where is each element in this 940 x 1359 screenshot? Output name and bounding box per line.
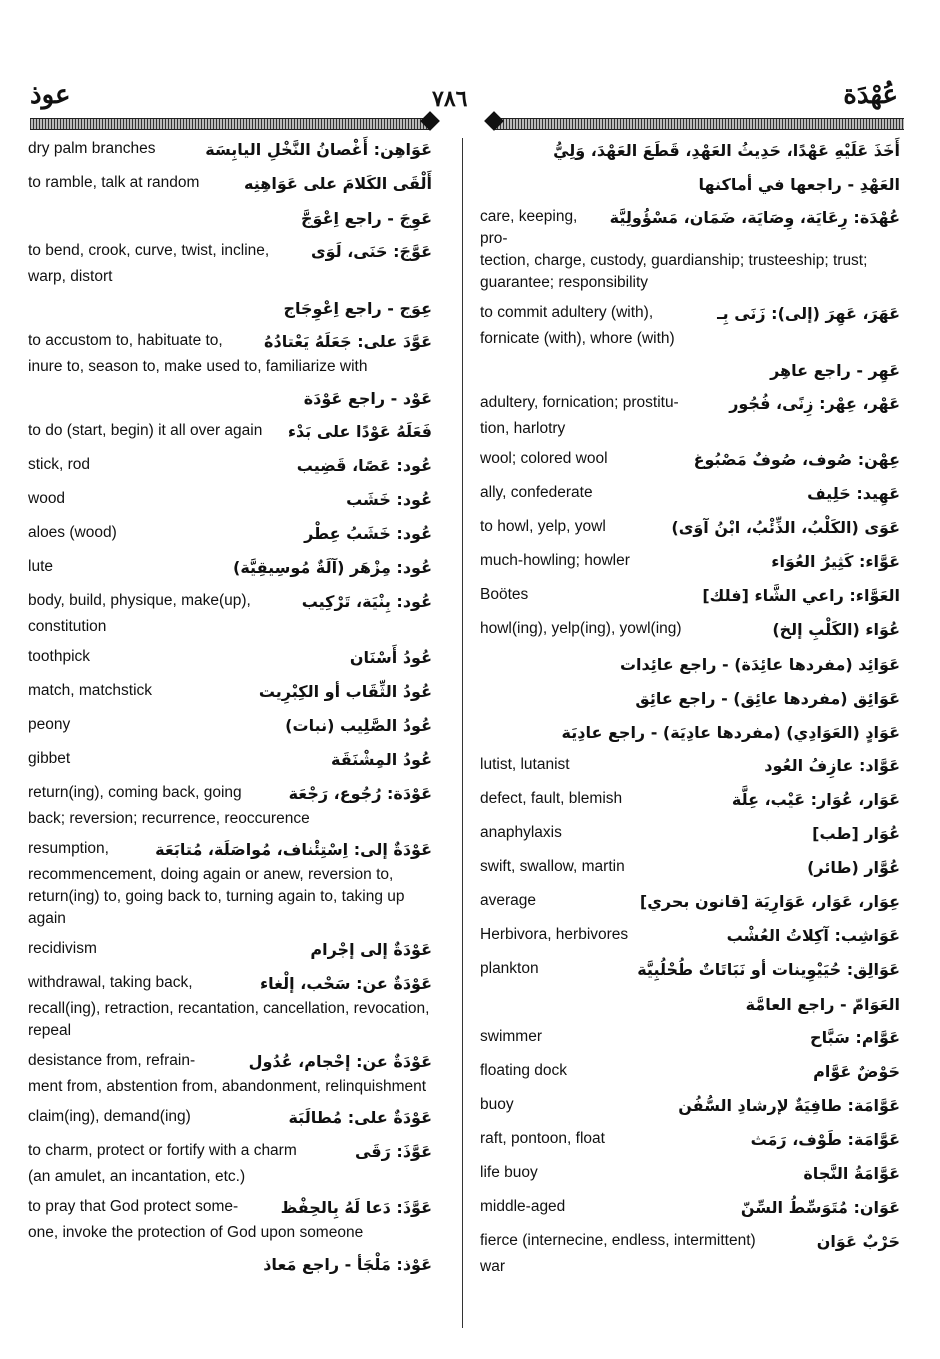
page-number: ٧٨٦: [432, 86, 468, 112]
entry-headword: عُودُ المِشْنَقَة: [331, 750, 432, 769]
entry-definition: claim(ing), demand(ing): [28, 1108, 191, 1125]
entry-headword: عَوَار، عُوَار: عَيْب، عِلَّة: [731, 790, 900, 809]
entry-definition: much-howling; howler: [480, 552, 630, 569]
entry-definition: to accustom to, habituate to,: [28, 332, 223, 349]
entry-headword: عَوَّجَ: حَنَى، لَوَى: [310, 242, 432, 261]
entry-headword: عَوْدَةٌ عن: سَحْب، إلْغاء: [259, 974, 432, 993]
dictionary-entry: [480, 550, 900, 576]
entry-definition-continued: tection, charge, custody, guardianship; trusteeship; trust; guarantee; responsibility: [480, 252, 868, 291]
entry-headword: عَوَاشِب: آكِلاتُ العُشْب: [726, 926, 900, 945]
header-rule-left: [30, 118, 430, 130]
entry-headword: عَهَرَ، عَهِرَ (إلى): زَنَى بِـ: [717, 304, 900, 323]
entry-headword: عُود: مِزْهَر (آلَةٌ مُوسِيقِيَّة): [233, 558, 432, 577]
dictionary-entry: [480, 1026, 900, 1052]
entry-headword: عَوَائِد (مفردها عائِدَة) - راجع عائِدات: [619, 655, 900, 674]
dictionary-entry: [28, 420, 432, 446]
entry-definition: desistance from, refrain-: [28, 1052, 196, 1069]
dictionary-entry: [28, 590, 432, 638]
dictionary-entry: [480, 1162, 900, 1188]
entry-definition-continued: tion, harlotry: [480, 420, 566, 437]
dictionary-entry: [28, 1196, 432, 1244]
entry-headword: فَعَلَهُ عَوْدًا على بَدْء: [287, 422, 432, 441]
entry-headword: العَهْدِ - راجعها في أماكنها: [698, 175, 900, 194]
dictionary-entry: [480, 856, 900, 882]
entry-headword: عَوَّذَ: دَعا لَهُ بِالحِفْظ: [280, 1198, 432, 1217]
entry-headword: عَوْدَةٌ إلى: اِسْتِئْناف، مُواصَلَة، مُتابَعَة: [155, 840, 432, 859]
entry-headword: عَوِجَ - راجع اِعْوَجَّ: [301, 209, 432, 228]
dictionary-entry: [480, 302, 900, 350]
entry-definition: return(ing), coming back, going: [28, 784, 242, 801]
entry-definition: peony: [28, 716, 71, 733]
dictionary-entry: [480, 992, 900, 1018]
dictionary-entry: [480, 392, 900, 440]
dictionary-entry: [28, 1140, 432, 1188]
dictionary-entry: [480, 358, 900, 384]
entry-headword: عَوَادٍ (العَوَادِي) (مفردها عادِيَة) - راجع عادِيَة: [561, 723, 900, 742]
dictionary-entry: [480, 516, 900, 542]
dictionary-entry: [480, 822, 900, 848]
dictionary-entry: [480, 686, 900, 712]
entry-definition: dry palm branches: [28, 140, 156, 157]
dictionary-entry: [28, 522, 432, 548]
dictionary-entry: [480, 924, 900, 950]
entry-definition: Boötes: [480, 586, 529, 603]
dictionary-entry: [480, 652, 900, 678]
entry-headword: عَوْدَة: رُجُوع، رَجْعَة: [288, 784, 432, 803]
entry-headword: عَوَّامَةُ النَّجاة: [803, 1164, 900, 1183]
entry-definition: wool; colored wool: [480, 450, 608, 467]
left-column: [28, 138, 432, 1286]
entry-headword: عُودُ أَسْنَان: [349, 648, 432, 667]
entry-definition: ally, confederate: [480, 484, 593, 501]
entry-headword: حَوْضٌ عَوَّام: [813, 1062, 900, 1081]
header-left-word: عوذ: [30, 80, 71, 110]
right-column: [480, 138, 900, 1286]
entry-headword: عِهْن: صُوف، صُوفٌ مَصْبُوغ: [693, 450, 900, 469]
dictionary-entry: [28, 714, 432, 740]
entry-definition: to bend, crook, curve, twist, incline,: [28, 242, 270, 259]
dictionary-entry: [28, 1106, 432, 1132]
dictionary-entry: [480, 754, 900, 780]
entry-definition: recidivism: [28, 940, 97, 957]
entry-definition: swimmer: [480, 1028, 542, 1045]
entry-definition-continued: inure to, season to, make used to, familiarize with: [28, 358, 368, 375]
dictionary-entry: [480, 720, 900, 746]
entry-definition-continued: war: [480, 1258, 505, 1275]
entry-headword: عَوَّذَ: رَقَى: [354, 1142, 432, 1161]
dictionary-entry: [480, 138, 900, 164]
entry-definition: resumption,: [28, 840, 109, 857]
entry-headword: عُودُ الصَّلِيب (نبات): [285, 716, 432, 735]
entry-headword: حَرْبٌ عَوَان: [816, 1232, 900, 1251]
entry-headword: عَوَّاد: عازِفُ العُود: [764, 756, 900, 775]
entry-definition-continued: recall(ing), retraction, recantation, cancellation, revocation, repeal: [28, 1000, 430, 1039]
entry-definition: body, build, physique, make(up),: [28, 592, 251, 609]
entry-headword: عَوَّامَة: طافِيَةٌ لإرشادِ السُّفُن: [678, 1096, 900, 1115]
entry-headword: عَوْدَةٌ إلى إجْرام: [310, 940, 432, 959]
dictionary-entry: [28, 680, 432, 706]
dictionary-entry: [28, 556, 432, 582]
dictionary-entry: [480, 618, 900, 644]
dictionary-entry: [480, 206, 900, 294]
entry-definition: to do (start, begin) it all over again: [28, 422, 263, 439]
entry-definition: wood: [28, 490, 66, 507]
entry-definition-continued: warp, distort: [28, 268, 113, 285]
entry-definition-continued: recommencement, doing again or anew, reversion to, return(ing) to, going back to, turning again to, taking up again: [28, 866, 405, 927]
dictionary-entry: [480, 1196, 900, 1222]
entry-definition: plankton: [480, 960, 539, 977]
dictionary-entry: [480, 172, 900, 198]
entry-headword: عَوْذ: مَلْجَأ - راجع مَعاذ: [263, 1255, 432, 1274]
dictionary-entry: [480, 788, 900, 814]
dictionary-entry: [28, 386, 432, 412]
entry-definition: to howl, yelp, yowl: [480, 518, 606, 535]
entry-headword: عُوَار [طب]: [812, 824, 900, 843]
entry-headword: عُوَاء (الكَلْبِ إلخ): [772, 620, 900, 639]
entry-definition-continued: (an amulet, an incantation, etc.): [28, 1168, 246, 1185]
entry-headword: عُودُ الثِّقَاب أو الكِبْرِيت: [258, 682, 432, 701]
header-right-word: عُهْدَة: [843, 80, 898, 110]
entry-definition: match, matchstick: [28, 682, 153, 699]
entry-headword: عَوَّدَ على: جَعَلَهُ يَعْتادُهُ: [264, 332, 432, 351]
entry-definition: swift, swallow, martin: [480, 858, 625, 875]
entry-headword: أَلْقَى الكَلامَ على عَوَاهِنِه: [244, 174, 432, 193]
dictionary-entry: [28, 938, 432, 964]
entry-definition: withdrawal, taking back,: [28, 974, 193, 991]
dictionary-entry: [28, 646, 432, 672]
entry-headword: عَوْدَةٌ على: مُطالَبَة: [288, 1108, 432, 1127]
dictionary-entry: [28, 488, 432, 514]
entry-definition-continued: fornicate (with), whore (with): [480, 330, 675, 347]
dictionary-entry: [480, 448, 900, 474]
entry-headword: عَهِر - راجع عاهِر: [770, 361, 900, 380]
entry-definition: to charm, protect or fortify with a charm: [28, 1142, 297, 1159]
entry-headword: عَوَان: مُتَوَسِّطُ السِّنّ: [740, 1198, 900, 1217]
dictionary-entry: [28, 1252, 432, 1278]
dictionary-entry: [480, 482, 900, 508]
entry-headword: أَخَذَ عَلَيْهِ عَهْدًا، حَدِيثُ العَهْدِ، قَطَعَ العَهْدَ، وَلِيُّ: [553, 141, 900, 160]
entry-definition: buoy: [480, 1096, 514, 1113]
entry-headword: عُود: خَشَب: [346, 490, 432, 509]
entry-definition: to commit adultery (with),: [480, 304, 654, 321]
entry-definition: lutist, lutanist: [480, 756, 570, 773]
dictionary-entry: [28, 330, 432, 378]
dictionary-entry: [480, 1094, 900, 1120]
dictionary-entry: [480, 584, 900, 610]
entry-headword: عُهْدَة: رِعَايَة، وِصَايَة، ضَمَان، مَسْؤُولِيَّة: [609, 208, 900, 227]
entry-definition-continued: one, invoke the protection of God upon someone: [28, 1224, 364, 1241]
dictionary-entry: [28, 172, 432, 198]
entry-headword: عُود: عَصًا، قَضِيب: [296, 456, 432, 475]
dictionary-entry: [480, 1128, 900, 1154]
entry-headword: عَهِيد: حَلِيف: [807, 484, 900, 503]
entry-headword: عَوَائِق (مفردها عائِق) - راجع عائِق: [635, 689, 900, 708]
entry-headword: عَوَّام: سَبَّاح: [810, 1028, 900, 1047]
entry-headword: عُوَّار (طائر): [807, 858, 900, 877]
entry-headword: عَهْر، عِهْر: زِنًى، فُجُور: [729, 394, 900, 413]
entry-headword: عِوَج - راجع اِعْوِجَاج: [283, 299, 432, 318]
dictionary-entry: [28, 454, 432, 480]
dictionary-entry: [28, 296, 432, 322]
dictionary-entry: [480, 890, 900, 916]
entry-definition: Herbivora, herbivores: [480, 926, 629, 943]
entry-definition: defect, fault, blemish: [480, 790, 623, 807]
dictionary-entry: [28, 972, 432, 1042]
dictionary-entry: [480, 1060, 900, 1086]
entry-definition: floating dock: [480, 1062, 568, 1079]
entry-definition: anaphylaxis: [480, 824, 562, 841]
column-divider: [462, 138, 463, 1328]
dictionary-entry: [28, 782, 432, 830]
entry-definition-continued: constitution: [28, 618, 107, 635]
entry-definition: howl(ing), yelp(ing), yowl(ing): [480, 620, 682, 637]
entry-headword: عَوَالِق: حُيَيْوِينات أو نَبَاتَاتٌ طُحْلُبِيَّة: [637, 960, 900, 979]
entry-headword: عَوَّاء: كَثِيرُ العُوَاء: [771, 552, 900, 571]
entry-definition: aloes (wood): [28, 524, 117, 541]
entry-definition: toothpick: [28, 648, 91, 665]
entry-definition: to pray that God protect some-: [28, 1198, 239, 1215]
entry-definition: middle-aged: [480, 1198, 566, 1215]
dictionary-entry: [28, 240, 432, 288]
entry-definition: raft, pontoon, float: [480, 1130, 605, 1147]
entry-headword: عَوْدَةٌ عن: إحْجام، عُدُول: [248, 1052, 432, 1071]
dictionary-entry: [28, 138, 432, 164]
entry-definition-continued: ment from, abstention from, abandonment, relinquishment: [28, 1078, 427, 1095]
dictionary-entry: [28, 748, 432, 774]
entry-headword: عَوَّامَة: طَوْف، رَمَث: [750, 1130, 900, 1149]
entry-definition: gibbet: [28, 750, 71, 767]
entry-headword: العَوَامّ - راجع العامَّة: [745, 995, 900, 1014]
entry-definition: average: [480, 892, 537, 909]
entry-definition: to ramble, talk at random: [28, 174, 200, 191]
dictionary-entry: [480, 1230, 900, 1278]
entry-headword: عُود: بِنْيَة، تَرْكِيب: [301, 592, 432, 611]
entry-headword: العَوَّاء: راعي الشَّاء [فلك]: [702, 586, 900, 605]
entry-definition: adultery, fornication; prostitu-: [480, 394, 679, 411]
entry-headword: عُود: خَشَبُ عِطْر: [304, 524, 432, 543]
entry-headword: عَوَاهِن: أَغْصانُ النَّخْلِ اليابِسَة: [205, 140, 432, 159]
entry-definition: fierce (internecine, endless, intermittent): [480, 1232, 756, 1249]
dictionary-entry: [28, 206, 432, 232]
dictionary-entry: [28, 1050, 432, 1098]
entry-definition-continued: back; reversion; recurrence, reoccurence: [28, 810, 310, 827]
entry-definition: care, keeping, pro-: [480, 208, 578, 247]
entry-definition: life buoy: [480, 1164, 538, 1181]
entry-headword: عَوْد - راجع عَوْدَة: [303, 389, 432, 408]
header-rule-right: [494, 118, 904, 130]
entry-definition: lute: [28, 558, 53, 575]
dictionary-entry: [480, 958, 900, 984]
dictionary-entry: [28, 838, 432, 930]
entry-definition: stick, rod: [28, 456, 91, 473]
entry-headword: عَوَى (الكَلْبُ، الذِّئْبُ، ابْنُ آوَى): [671, 518, 900, 537]
entry-headword: عِوَار، عَوَار، عَوَارِيَة [قانون بحري]: [639, 892, 900, 911]
